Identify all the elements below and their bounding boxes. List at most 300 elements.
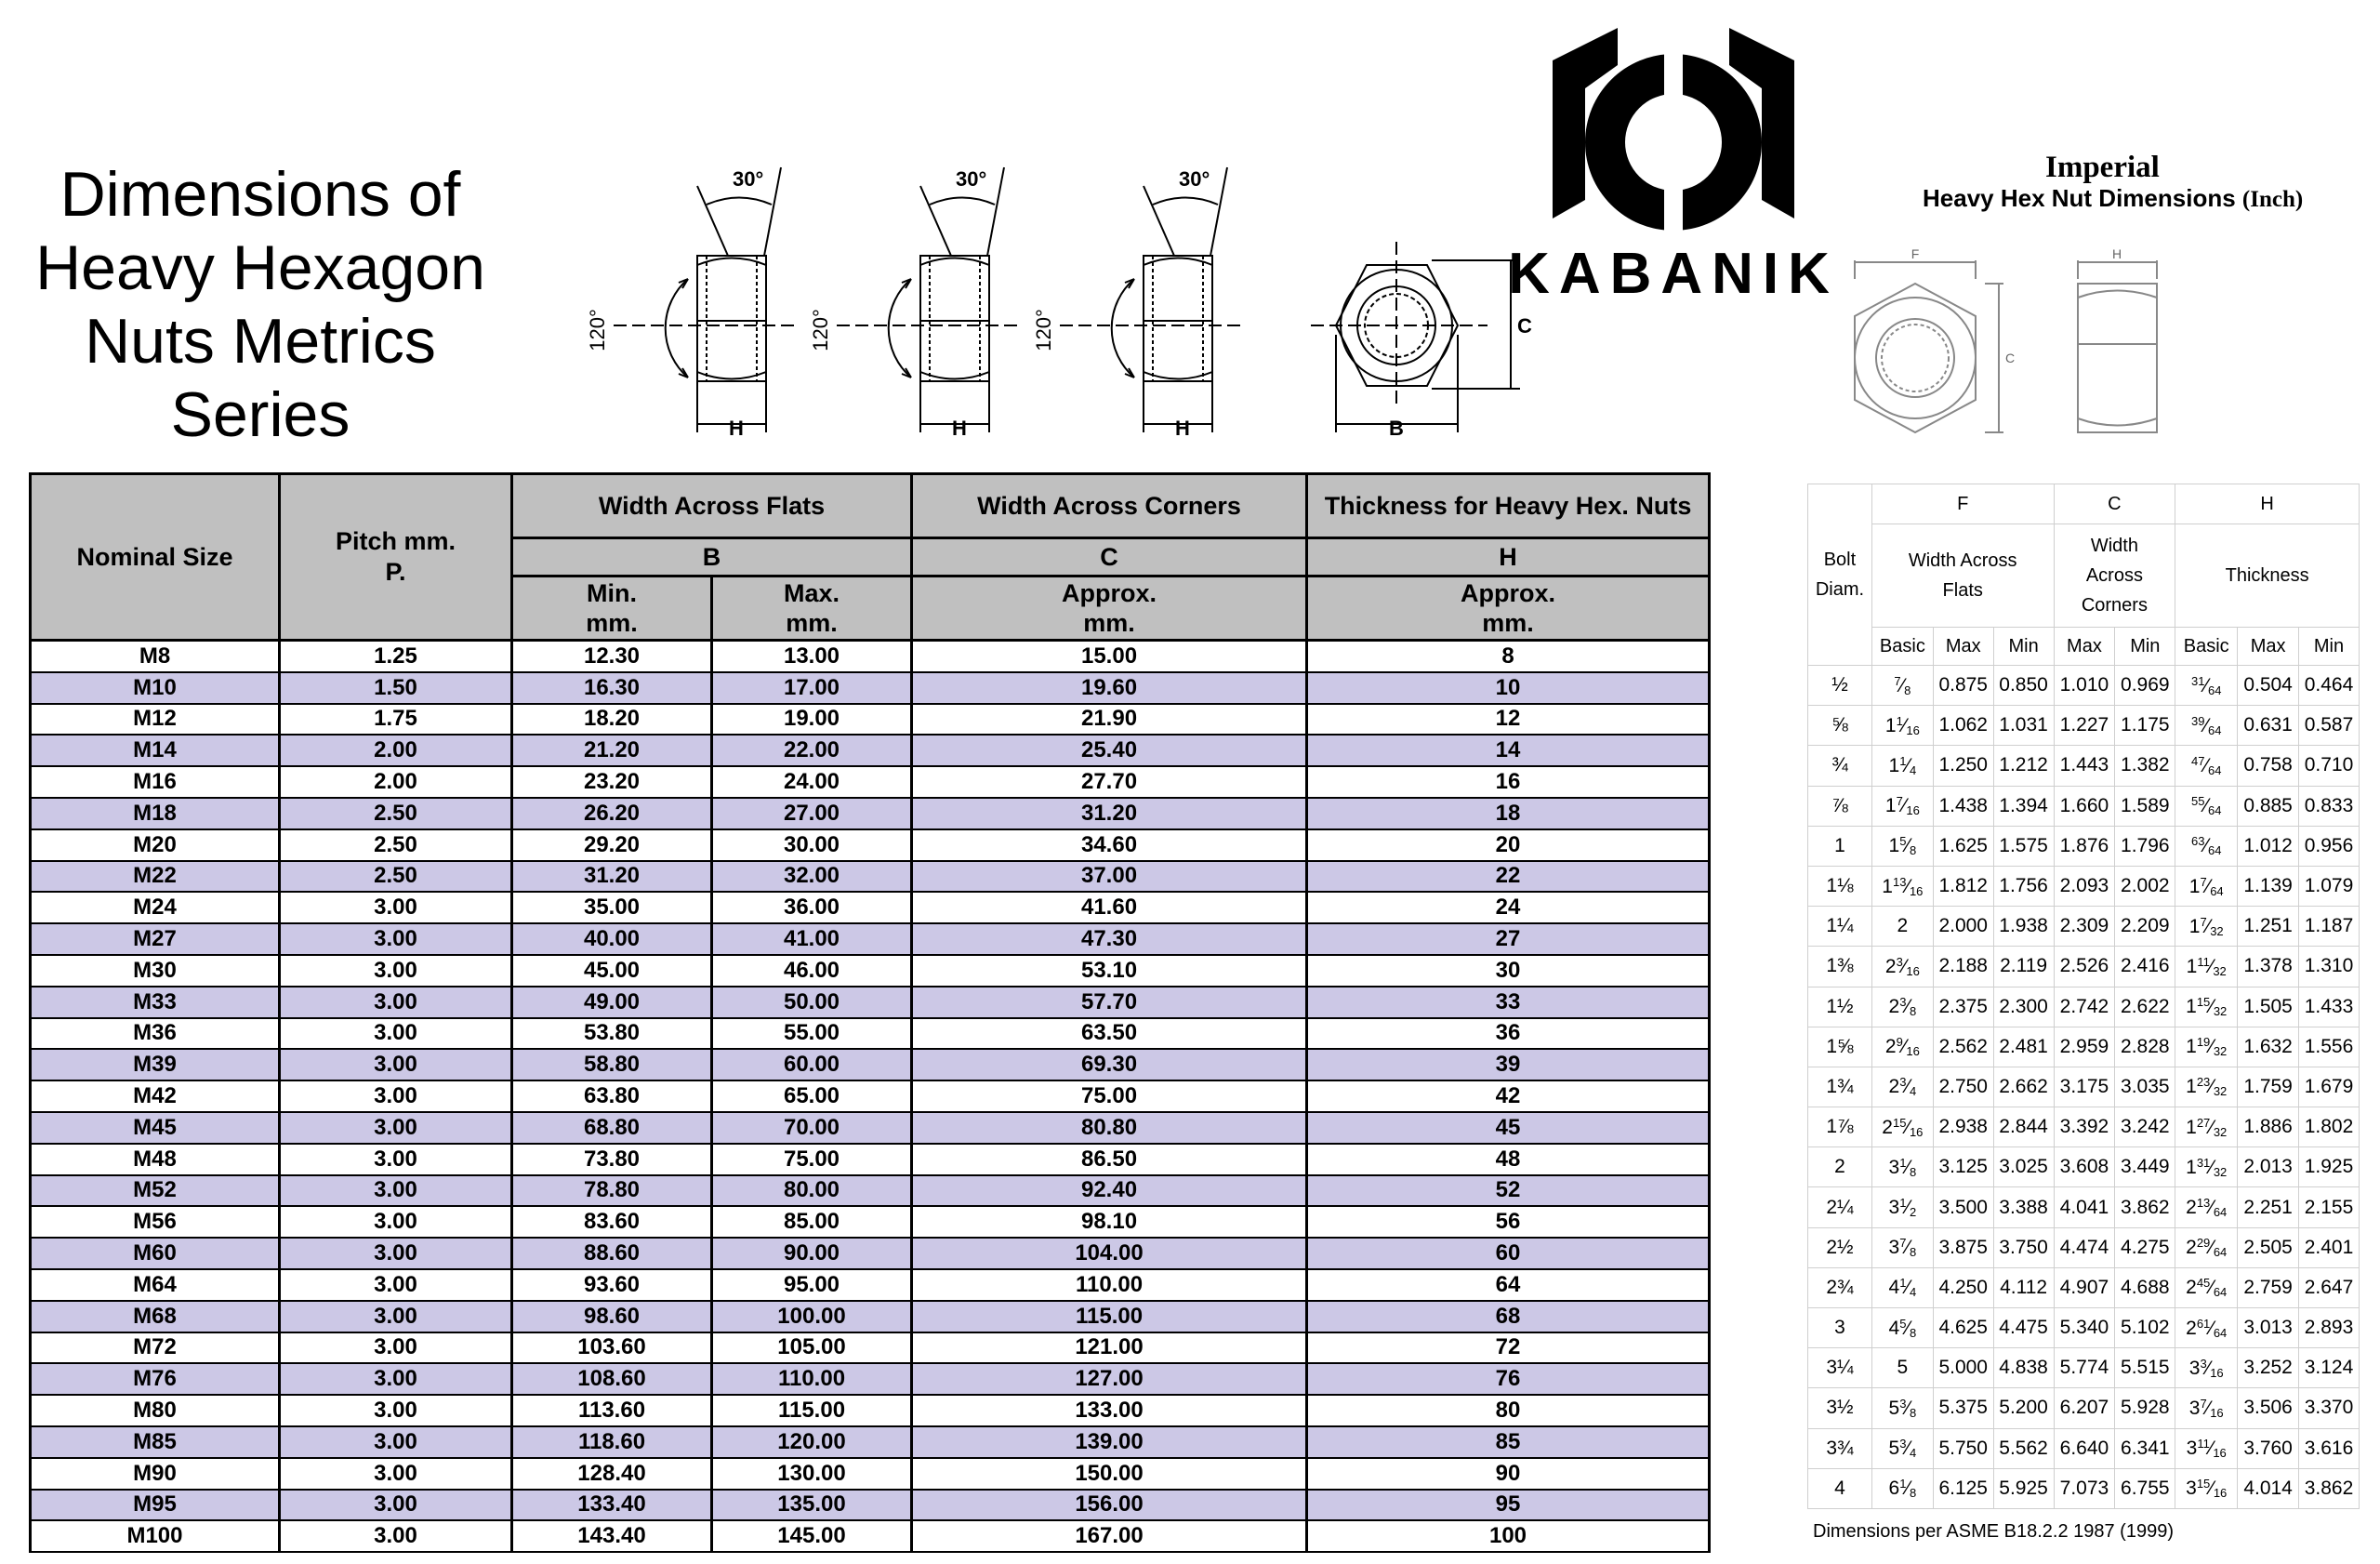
table-cell: 2: [1808, 1147, 1872, 1187]
table-cell: M48: [31, 1144, 280, 1175]
table-cell: 14: [1307, 735, 1710, 766]
table-cell: $2^3⁄_4$: [1871, 1067, 1933, 1107]
table-cell: 3¼: [1808, 1348, 1872, 1388]
imperial-subtitle: Heavy Hex Nut Dimensions (Inch): [1923, 184, 2304, 212]
table-cell: 115.00: [912, 1301, 1307, 1332]
table-row: [1808, 706, 2360, 746]
header-nominal-size: Nominal Size: [31, 474, 280, 641]
table-row: [31, 672, 1710, 704]
table-cell: 3.035: [2115, 1067, 2175, 1107]
imperial-table-container: [1807, 484, 2360, 1509]
label-h: H: [729, 417, 744, 440]
header-f: F: [1871, 484, 2054, 524]
table-cell: 17.00: [712, 672, 912, 704]
table-cell: 1.394: [1993, 786, 2054, 826]
table-row: [1808, 786, 2360, 826]
table-cell: 0.969: [2115, 666, 2175, 706]
table-cell: 35.00: [512, 892, 712, 923]
table-cell: 7.073: [2054, 1468, 2115, 1508]
imperial-label-c: C: [2005, 351, 2016, 365]
imperial-footnote: Dimensions per ASME B18.2.2 1987 (1999): [1813, 1521, 2174, 1542]
table-cell: $^7⁄_8$: [1871, 666, 1933, 706]
header-approx-c: Approx. mm.: [912, 577, 1307, 641]
table-cell: 12: [1307, 704, 1710, 736]
table-cell: $2^{45}⁄_{64}$: [2175, 1267, 2238, 1307]
table-cell: 2.562: [1933, 1027, 1993, 1067]
table-cell: 15.00: [912, 641, 1307, 672]
table-cell: 1⅞: [1808, 1107, 1872, 1147]
table-cell: 88.60: [512, 1238, 712, 1269]
table-cell: 3.388: [1993, 1187, 2054, 1227]
table-cell: 83.60: [512, 1206, 712, 1238]
table-cell: 47.30: [912, 923, 1307, 955]
table-cell: 68.80: [512, 1112, 712, 1144]
table-cell: $1^1⁄_4$: [1871, 746, 1933, 786]
table-cell: 3.00: [280, 1144, 512, 1175]
table-cell: 48: [1307, 1144, 1710, 1175]
table-cell: 150.00: [912, 1458, 1307, 1490]
table-cell: 80: [1307, 1395, 1710, 1426]
title-line: Nuts Metrics: [85, 306, 436, 377]
table-cell: 6.125: [1933, 1468, 1993, 1508]
table-cell: $1^7⁄_{32}$: [2175, 907, 2238, 947]
table-row: [31, 1238, 1710, 1269]
table-cell: 118.60: [512, 1426, 712, 1458]
table-row: [1808, 746, 2360, 786]
table-cell: M45: [31, 1112, 280, 1144]
table-cell: 5.562: [1993, 1428, 2054, 1468]
table-cell: 2.647: [2299, 1267, 2360, 1307]
table-cell: 8: [1307, 641, 1710, 672]
table-cell: $2^{15}⁄_{16}$: [1871, 1107, 1933, 1147]
table-row: [31, 829, 1710, 861]
label-30: 30°: [733, 167, 764, 191]
label-30: 30°: [1179, 167, 1210, 191]
table-cell: M90: [31, 1458, 280, 1490]
table-cell: 4.112: [1993, 1267, 2054, 1307]
table-cell: 100: [1307, 1520, 1710, 1552]
table-cell: 76: [1307, 1363, 1710, 1395]
table-cell: 1.625: [1933, 826, 1993, 866]
table-cell: 1.50: [280, 672, 512, 704]
table-cell: 3: [1808, 1308, 1872, 1348]
table-cell: 52: [1307, 1175, 1710, 1207]
table-cell: 3.00: [280, 1332, 512, 1364]
table-cell: 3.506: [2238, 1388, 2299, 1428]
imperial-label-h: H: [2111, 246, 2122, 261]
table-cell: $^{31}⁄_{64}$: [2175, 666, 2238, 706]
table-cell: 127.00: [912, 1363, 1307, 1395]
table-cell: 0.631: [2238, 706, 2299, 746]
table-cell: 3.00: [280, 1049, 512, 1080]
table-cell: $2^{29}⁄_{64}$: [2175, 1227, 2238, 1267]
table-cell: 0.464: [2299, 666, 2360, 706]
table-cell: 3½: [1808, 1388, 1872, 1428]
table-cell: 0.833: [2299, 786, 2360, 826]
table-cell: 1.632: [2238, 1027, 2299, 1067]
table-cell: M10: [31, 672, 280, 704]
table-cell: 3.00: [280, 1490, 512, 1521]
table-cell: 156.00: [912, 1490, 1307, 1521]
table-cell: 86.50: [912, 1144, 1307, 1175]
table-cell: 3.013: [2238, 1308, 2299, 1348]
table-cell: 4.625: [1933, 1308, 1993, 1348]
header-h: H: [2175, 484, 2360, 524]
table-cell: M76: [31, 1363, 280, 1395]
table-cell: 3.392: [2054, 1107, 2115, 1147]
table-cell: 53.10: [912, 955, 1307, 987]
header-min: Min: [2115, 628, 2175, 666]
table-cell: 2.002: [2115, 866, 2175, 906]
table-cell: 5.925: [1993, 1468, 2054, 1508]
table-cell: 3.025: [1993, 1147, 2054, 1187]
table-cell: 2.759: [2238, 1267, 2299, 1307]
table-cell: 0.758: [2238, 746, 2299, 786]
table-cell: $1^7⁄_{64}$: [2175, 866, 2238, 906]
table-cell: 41.60: [912, 892, 1307, 923]
table-cell: 72: [1307, 1332, 1710, 1364]
table-cell: $3^3⁄_{16}$: [2175, 1348, 2238, 1388]
table-cell: 24.00: [712, 766, 912, 798]
table-cell: 1.251: [2238, 907, 2299, 947]
table-cell: 1.382: [2115, 746, 2175, 786]
table-cell: 98.10: [912, 1206, 1307, 1238]
table-cell: $2^{13}⁄_{64}$: [2175, 1187, 2238, 1227]
table-row: [31, 1049, 1710, 1080]
table-cell: 2.828: [2115, 1027, 2175, 1067]
table-cell: 121.00: [912, 1332, 1307, 1364]
table-cell: 1.079: [2299, 866, 2360, 906]
table-cell: 110.00: [712, 1363, 912, 1395]
table-cell: 1.010: [2054, 666, 2115, 706]
table-cell: 90: [1307, 1458, 1710, 1490]
table-cell: 1¾: [1808, 1067, 1872, 1107]
table-cell: 2.481: [1993, 1027, 2054, 1067]
metric-dimensions-table: [29, 472, 1711, 1553]
table-cell: 100.00: [712, 1301, 912, 1332]
table-cell: 1.139: [2238, 866, 2299, 906]
table-cell: 1.062: [1933, 706, 1993, 746]
table-cell: 0.956: [2299, 826, 2360, 866]
header-max: Max: [2238, 628, 2299, 666]
table-cell: $4^5⁄_8$: [1871, 1308, 1933, 1348]
header-max: Max: [1933, 628, 1993, 666]
table-cell: M12: [31, 704, 280, 736]
table-cell: 3.608: [2054, 1147, 2115, 1187]
table-cell: $1^{19}⁄_{32}$: [2175, 1027, 2238, 1067]
table-cell: M39: [31, 1049, 280, 1080]
table-cell: 1.505: [2238, 987, 2299, 1027]
imperial-dimensions-table: [1807, 484, 2360, 1509]
table-row: [1808, 947, 2360, 987]
table-cell: 49.00: [512, 987, 712, 1018]
table-cell: 90.00: [712, 1238, 912, 1269]
table-cell: $1^1⁄_{16}$: [1871, 706, 1933, 746]
table-cell: 1.438: [1933, 786, 1993, 826]
table-cell: 3.175: [2054, 1067, 2115, 1107]
table-cell: $5^3⁄_4$: [1871, 1428, 1933, 1468]
header-basic: Basic: [1871, 628, 1933, 666]
table-cell: 5.774: [2054, 1348, 2115, 1388]
table-cell: 2.093: [2054, 866, 2115, 906]
table-row: [1808, 1428, 2360, 1468]
label-b: B: [1389, 417, 1404, 440]
imperial-nut-drawing: [1818, 242, 2180, 465]
table-cell: 3.616: [2299, 1428, 2360, 1468]
table-cell: $1^{31}⁄_{32}$: [2175, 1147, 2238, 1187]
imperial-title: Imperial: [2045, 151, 2160, 184]
table-cell: $2^9⁄_{16}$: [1871, 1027, 1933, 1067]
header-width-across-flats: Width Across Flats: [1871, 524, 2054, 628]
kabanik-logo: [1508, 23, 1839, 307]
table-cell: 22.00: [712, 735, 912, 766]
table-cell: 56: [1307, 1206, 1710, 1238]
table-cell: 128.40: [512, 1458, 712, 1490]
table-row: [1808, 826, 2360, 866]
table-cell: 2.959: [2054, 1027, 2115, 1067]
table-cell: 1.212: [1993, 746, 2054, 786]
logo-wordmark: KABANIK: [1508, 242, 1839, 306]
table-cell: 1¼: [1808, 907, 1872, 947]
table-cell: 3.00: [280, 1520, 512, 1552]
table-cell: 2.375: [1933, 987, 1993, 1027]
table-cell: 85.00: [712, 1206, 912, 1238]
table-row: [1808, 1388, 2360, 1428]
header-max: Max. mm.: [712, 577, 912, 641]
header-approx-h: Approx. mm.: [1307, 577, 1710, 641]
table-row: [1808, 1067, 2360, 1107]
table-cell: 45: [1307, 1112, 1710, 1144]
table-cell: 57.70: [912, 987, 1307, 1018]
table-cell: 110.00: [912, 1269, 1307, 1301]
table-cell: 4.014: [2238, 1468, 2299, 1508]
table-cell: 3.00: [280, 1269, 512, 1301]
table-cell: 10: [1307, 672, 1710, 704]
table-cell: 2.209: [2115, 907, 2175, 947]
table-cell: 1.876: [2054, 826, 2115, 866]
table-cell: $2^{61}⁄_{64}$: [2175, 1308, 2238, 1348]
label-30: 30°: [956, 167, 987, 191]
table-row: [31, 641, 1710, 672]
table-cell: 1.378: [2238, 947, 2299, 987]
table-cell: 3.862: [2299, 1468, 2360, 1508]
table-cell: 6.341: [2115, 1428, 2175, 1468]
table-cell: 31.20: [512, 861, 712, 893]
table-cell: M18: [31, 798, 280, 829]
table-cell: 3.00: [280, 1206, 512, 1238]
table-row: [31, 987, 1710, 1018]
table-cell: 104.00: [912, 1238, 1307, 1269]
table-cell: 1.310: [2299, 947, 2360, 987]
table-cell: 5: [1871, 1348, 1933, 1388]
label-120: 120°: [809, 309, 832, 351]
table-cell: 2.750: [1933, 1067, 1993, 1107]
header-c: C: [2054, 484, 2175, 524]
table-cell: 0.850: [1993, 666, 2054, 706]
header-pitch: Pitch mm. P.: [280, 474, 512, 641]
table-cell: 39: [1307, 1049, 1710, 1080]
table-cell: 30.00: [712, 829, 912, 861]
table-cell: $1^{11}⁄_{32}$: [2175, 947, 2238, 987]
table-cell: M60: [31, 1238, 280, 1269]
table-row: [31, 1332, 1710, 1364]
label-120: 120°: [1032, 309, 1055, 351]
table-cell: 3.00: [280, 1175, 512, 1207]
table-cell: M24: [31, 892, 280, 923]
table-cell: $5^3⁄_8$: [1871, 1388, 1933, 1428]
table-cell: 42: [1307, 1080, 1710, 1112]
table-cell: M52: [31, 1175, 280, 1207]
metric-table-container: [29, 472, 1708, 1553]
table-row: [31, 1175, 1710, 1207]
table-cell: ⅞: [1808, 786, 1872, 826]
table-cell: 4.907: [2054, 1267, 2115, 1307]
table-cell: M64: [31, 1269, 280, 1301]
table-cell: $3^7⁄_{16}$: [2175, 1388, 2238, 1428]
table-row: [31, 704, 1710, 736]
table-cell: 115.00: [712, 1395, 912, 1426]
table-cell: 3.862: [2115, 1187, 2175, 1227]
table-cell: 2.300: [1993, 987, 2054, 1027]
table-row: [31, 735, 1710, 766]
table-cell: 3.00: [280, 1301, 512, 1332]
table-cell: 98.60: [512, 1301, 712, 1332]
table-cell: 145.00: [712, 1520, 912, 1552]
table-cell: 3.875: [1933, 1227, 1993, 1267]
table-cell: 32.00: [712, 861, 912, 893]
table-cell: 36: [1307, 1018, 1710, 1050]
table-cell: $1^{23}⁄_{32}$: [2175, 1067, 2238, 1107]
table-cell: 4.250: [1933, 1267, 1993, 1307]
table-cell: 27: [1307, 923, 1710, 955]
table-cell: M16: [31, 766, 280, 798]
label-120: 120°: [586, 309, 609, 351]
table-cell: M72: [31, 1332, 280, 1364]
table-cell: 2.938: [1933, 1107, 1993, 1147]
table-cell: 23.20: [512, 766, 712, 798]
table-cell: 37.00: [912, 861, 1307, 893]
table-cell: 5.375: [1933, 1388, 1993, 1428]
table-cell: M68: [31, 1301, 280, 1332]
table-cell: 21.90: [912, 704, 1307, 736]
table-cell: 16: [1307, 766, 1710, 798]
table-cell: 1.227: [2054, 706, 2115, 746]
header-thickness: Thickness for Heavy Hex. Nuts: [1307, 474, 1710, 538]
table-cell: 4.474: [2054, 1227, 2115, 1267]
table-cell: 0.710: [2299, 746, 2360, 786]
table-cell: $2^3⁄_8$: [1871, 987, 1933, 1027]
metric-table-body: [31, 641, 1710, 1553]
table-cell: 2.50: [280, 861, 512, 893]
nut-top-view: [1311, 242, 1520, 432]
table-cell: M95: [31, 1490, 280, 1521]
table-row: [31, 1490, 1710, 1521]
header-min: Min: [2299, 628, 2360, 666]
table-cell: 36.00: [712, 892, 912, 923]
nut-side-view-2: [809, 167, 1023, 440]
table-cell: 75.00: [912, 1080, 1307, 1112]
table-cell: 41.00: [712, 923, 912, 955]
table-cell: 60.00: [712, 1049, 912, 1080]
table-cell: 1.756: [1993, 866, 2054, 906]
table-row: [31, 1018, 1710, 1050]
table-cell: 120.00: [712, 1426, 912, 1458]
label-h: H: [1175, 417, 1190, 440]
table-cell: 5.000: [1933, 1348, 1993, 1388]
table-cell: 5.928: [2115, 1388, 2175, 1428]
table-cell: 1.031: [1993, 706, 2054, 746]
table-row: [31, 1363, 1710, 1395]
imperial-table-body: [1808, 666, 2360, 1509]
table-cell: 5.515: [2115, 1348, 2175, 1388]
table-cell: 4.475: [1993, 1308, 2054, 1348]
table-cell: $3^{15}⁄_{16}$: [2175, 1468, 2238, 1508]
table-cell: 2.00: [280, 766, 512, 798]
table-cell: 1.938: [1993, 907, 2054, 947]
table-cell: 2¼: [1808, 1187, 1872, 1227]
table-cell: 3.00: [280, 987, 512, 1018]
table-cell: 103.60: [512, 1332, 712, 1364]
table-cell: 1.925: [2299, 1147, 2360, 1187]
table-cell: 64: [1307, 1269, 1710, 1301]
table-row: [31, 1144, 1710, 1175]
table-cell: 3.124: [2299, 1348, 2360, 1388]
table-cell: 1.25: [280, 641, 512, 672]
table-cell: 1.75: [280, 704, 512, 736]
table-cell: 1.556: [2299, 1027, 2360, 1067]
table-row: [1808, 1187, 2360, 1227]
table-cell: $3^1⁄_8$: [1871, 1147, 1933, 1187]
table-cell: 45.00: [512, 955, 712, 987]
table-cell: 19.60: [912, 672, 1307, 704]
header-bolt-diam: Bolt Diam.: [1808, 484, 1872, 666]
table-cell: $1^7⁄_{16}$: [1871, 786, 1933, 826]
table-cell: 2½: [1808, 1227, 1872, 1267]
table-cell: 95: [1307, 1490, 1710, 1521]
table-cell: $4^1⁄_4$: [1871, 1267, 1933, 1307]
table-row: [1808, 866, 2360, 906]
table-cell: 3.242: [2115, 1107, 2175, 1147]
table-cell: 12.30: [512, 641, 712, 672]
table-cell: 1.187: [2299, 907, 2360, 947]
table-cell: ¾: [1808, 746, 1872, 786]
table-cell: 1.660: [2054, 786, 2115, 826]
table-cell: 2.013: [2238, 1147, 2299, 1187]
table-row: [31, 766, 1710, 798]
table-row: [31, 861, 1710, 893]
table-cell: 33: [1307, 987, 1710, 1018]
table-cell: 1.175: [2115, 706, 2175, 746]
table-cell: 1.796: [2115, 826, 2175, 866]
table-cell: 1.575: [1993, 826, 2054, 866]
table-cell: 65.00: [712, 1080, 912, 1112]
table-cell: 6.207: [2054, 1388, 2115, 1428]
table-cell: 2.251: [2238, 1187, 2299, 1227]
table-row: [1808, 666, 2360, 706]
table-row: [31, 1426, 1710, 1458]
table-cell: 3.00: [280, 892, 512, 923]
table-cell: 75.00: [712, 1144, 912, 1175]
table-cell: 3.00: [280, 1080, 512, 1112]
table-cell: 78.80: [512, 1175, 712, 1207]
table-cell: 2.622: [2115, 987, 2175, 1027]
table-cell: 133.00: [912, 1395, 1307, 1426]
table-cell: 1.443: [2054, 746, 2115, 786]
table-cell: 3.760: [2238, 1428, 2299, 1468]
label-c: C: [1517, 314, 1532, 338]
table-cell: 60: [1307, 1238, 1710, 1269]
table-row: [31, 923, 1710, 955]
